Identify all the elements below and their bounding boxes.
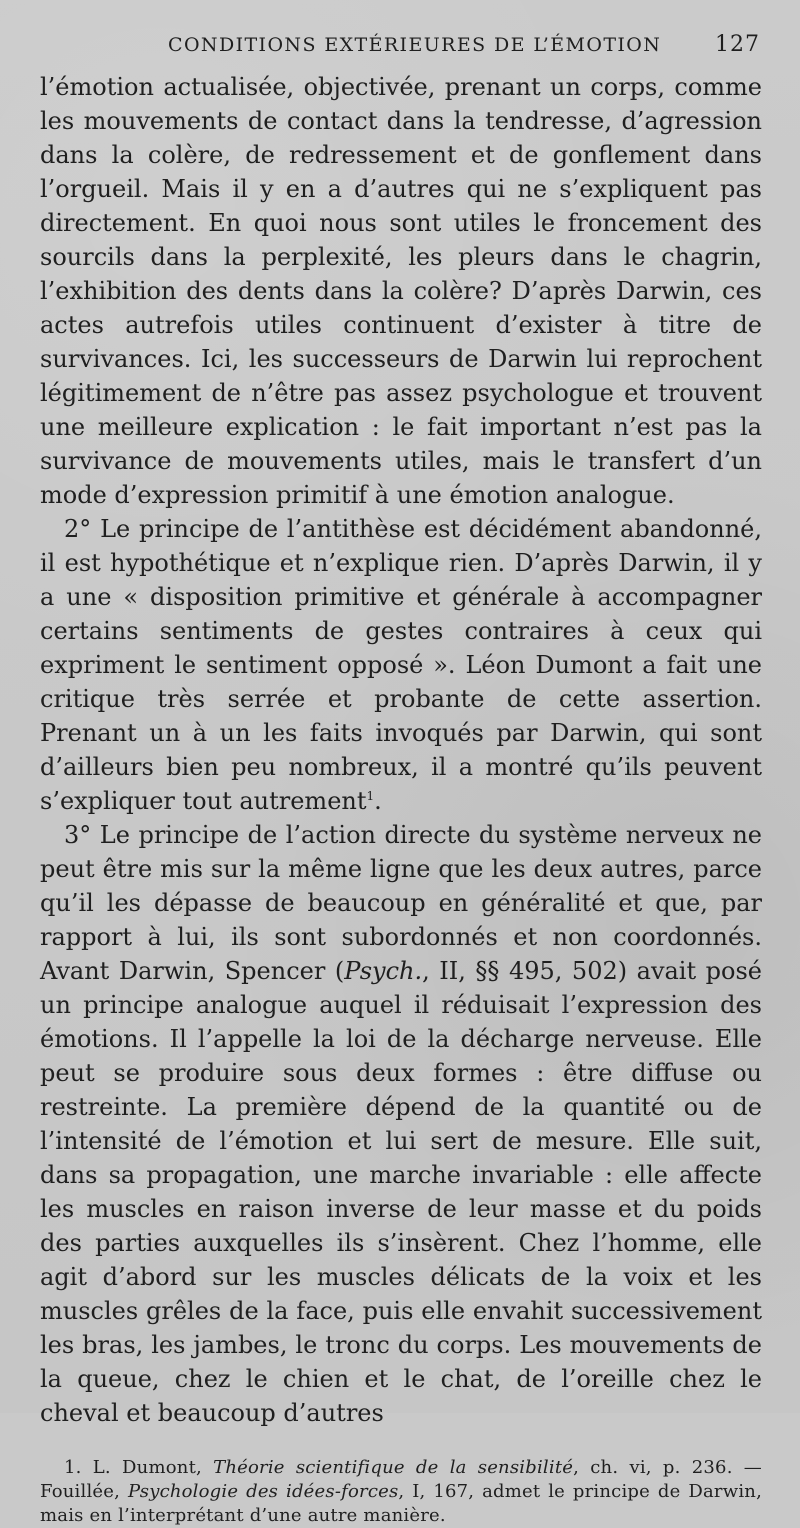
page-number: 127: [715, 32, 760, 57]
footnote-1-part-3: , I, 167, admet le principe de Darwin, mais en l’interprétant d’une autre manière.: [40, 1481, 763, 1526]
footnote-reference: 1: [366, 789, 375, 803]
footnote-1-part-2: , ch. vi, p. 236. — Fouillée,: [40, 1457, 763, 1502]
page-header: [40, 34, 762, 64]
footnote-1-italic-2: Psychologie des idées-forces: [127, 1481, 399, 1502]
paragraph-3: [40, 818, 762, 1430]
paragraph-3-italic: Psych.: [344, 957, 423, 985]
footnote-1: [40, 1456, 762, 1528]
paragraph-3-before-italic: 3° Le principe de l’action directe du système nerveux ne peut être mis sur la même ligne que les deux autres, parce qu’il les dépasse de beaucoup en généralité et que, par rapport à lui, ils sont subordonnés et non coordonnés. Avant Darwin, Spencer (: [40, 821, 762, 985]
running-head: CONDITIONS EXTÉRIEURES DE L’ÉMOTION: [168, 34, 662, 56]
footnote-1-part-1: 1. L. Dumont,: [64, 1457, 214, 1478]
footnote-1-italic-1: Théorie scientifique de la sensibilité: [213, 1457, 574, 1478]
paragraph-2-end: .: [374, 787, 382, 815]
paragraph-1: l’émotion actualisée, objectivée, prenant un corps, comme les mouvements de contact dans la tendresse, d’agression dans la colère, de redressement et de gonflement dans l’orgueil. Mais il y en a d’autres qui ne s’expliquent pas directement. En quoi nous sont utiles le froncement des sourcils dans la perplexité, les pleurs dans le chagrin, l’exhibition des dents dans la colère? D’après Darwin, ces actes autrefois utiles continuent d’exister à titre de survivances. Ici, les successeurs de Darwin lui reprochent légitimement de n’être pas assez psychologue et trouvent une meilleure explication : le fait important n’est pas la survivance de mouvements utiles, mais le transfert d’un mode d’expression primitif à une émotion analogue.: [40, 73, 762, 509]
paragraph-2: [40, 512, 762, 818]
main-text: [40, 70, 762, 1430]
paragraph-3-after-italic: , II, §§ 495, 502) avait posé un principe analogue auquel il réduisait l’expression des émotions. Il l’appelle la loi de la décharge nerveuse. Elle peut se produire sous deux formes : être diffuse ou restreinte. La première dépend de la quantité ou de l’intensité de l’émotion et lui sert de mesure. Elle suit, dans sa propagation, une marche invariable : elle affecte les muscles en raison inverse de leur masse et du poids des parties auxquelles ils s’insèrent. Chez l’homme, elle agit d’abord sur les muscles délicats de la voix et les muscles grêles de la face, puis elle envahit successivement les bras, les jambes, le tronc du corps. Les mouvements de la queue, chez le chien et le chat, de l’oreille chez le cheval et beaucoup d’autres: [40, 957, 762, 1427]
footnotes: [40, 1456, 762, 1528]
paragraph-2-text: 2° Le principe de l’antithèse est décidément abandonné, il est hypothétique et n’explique rien. D’après Darwin, il y a une « disposition primitive et générale à accompagner certains sentiments de gestes contraires à ceux qui expriment le sentiment opposé ». Léon Dumont a fait une critique très serrée et probante de cette assertion. Prenant un à un les faits invoqués par Darwin, qui sont d’ailleurs bien peu nombreux, il a montré qu’ils peuvent s’expliquer tout autrement: [40, 515, 762, 815]
